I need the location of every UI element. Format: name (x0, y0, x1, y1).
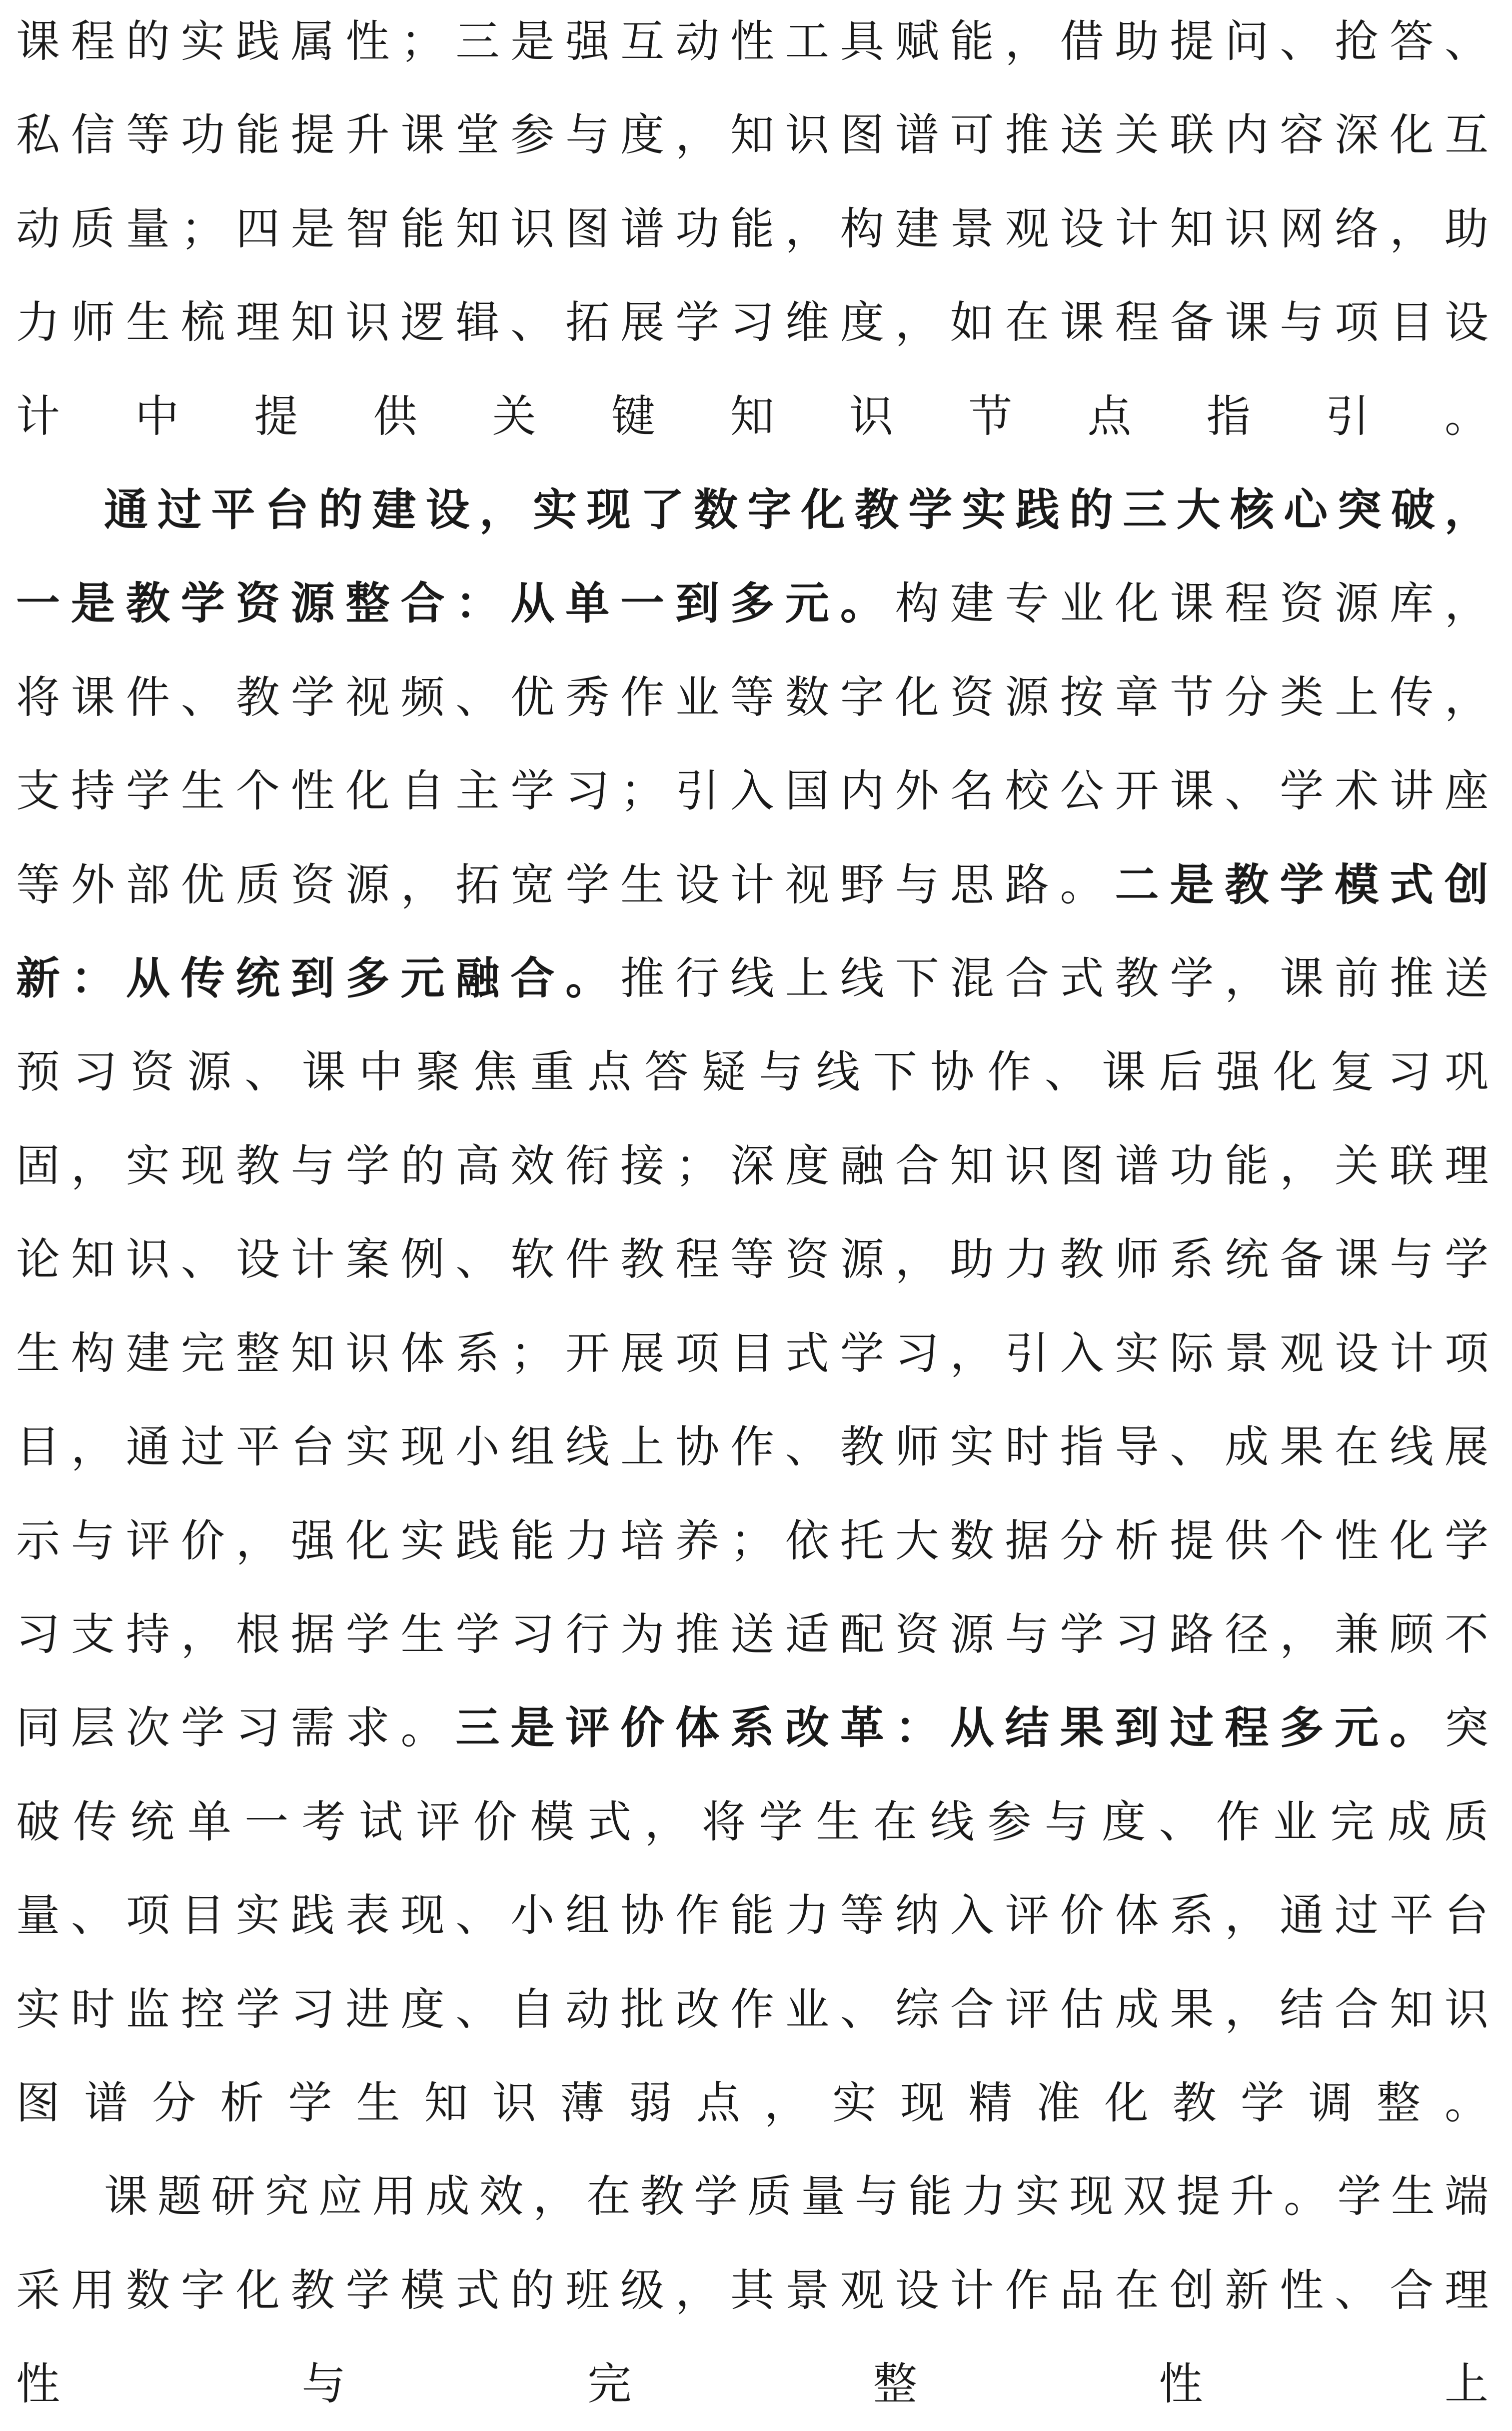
paragraph-2 (16, 463, 1498, 2150)
document-page (16, 0, 1498, 2410)
paragraph-2-text-2: 推行线上线下混合式教学，课前推送预习资源、课中聚焦重点答疑与线下协作、课后强化复习巩固，实现教与学的高效衔接；深度融合知识图谱功能，关联理论知识、设计案例、软件教程等资源，助力教师系统备课与学生构建完整知识体系；开展项目式学习，引入实际景观设计项目，通过平台实现小组线上协作、教师实时指导、成果在线展示与评价，强化实践能力培养；依托大数据分析提供个性化学习支持，根据学生学习行为推送适配资源与学习路径，兼顾不同层次学习需求。 (16, 952, 1498, 1754)
paragraph-1 (16, 0, 1498, 463)
paragraph-3 (16, 2150, 1498, 2430)
paragraph-3-text: 课题研究应用成效，在教学质量与能力实现双提升。学生端采用数字化教学模式的班级，其景观设计作品在创新性、合理性与完整性上 (16, 2170, 1498, 2410)
paragraph-2-heading: 通过平台的建设，实现了数字化教学实践的三大核心突破，一是教学资源整合：从单一到多元。 (16, 484, 1498, 630)
paragraph-1-text: 课程的实践属性；三是强互动性工具赋能，借助提问、抢答、私信等功能提升课堂参与度，知识图谱可推送关联内容深化互动质量；四是智能知识图谱功能，构建景观设计知识网络，助力师生梳理知识逻辑、拓展学习维度，如在课程备课与项目设计中提供关键知识节点指引。 (16, 16, 1498, 442)
paragraph-2-point-2: 二是教学模式创新：从传统到多元融合。 (16, 858, 1498, 1004)
paragraph-2-text-1: 构建专业化课程资源库，将课件、教学视频、优秀作业等数字化资源按章节分类上传，支持学生个性化自主学习；引入国内外名校公开课、学术讲座等外部优质资源，拓宽学生设计视野与思路。 (16, 578, 1498, 910)
paragraph-2-text-3: 突破传统单一考试评价模式，将学生在线参与度、作业完成质量、项目实践表现、小组协作能力等纳入评价体系，通过平台实时监控学习进度、自动批改作业、综合评估成果，结合知识图谱分析学生知识薄弱点，实现精准化教学调整。 (16, 1702, 1498, 2128)
paragraph-2-point-3: 三是评价体系改革：从结果到过程多元。 (455, 1702, 1445, 1754)
